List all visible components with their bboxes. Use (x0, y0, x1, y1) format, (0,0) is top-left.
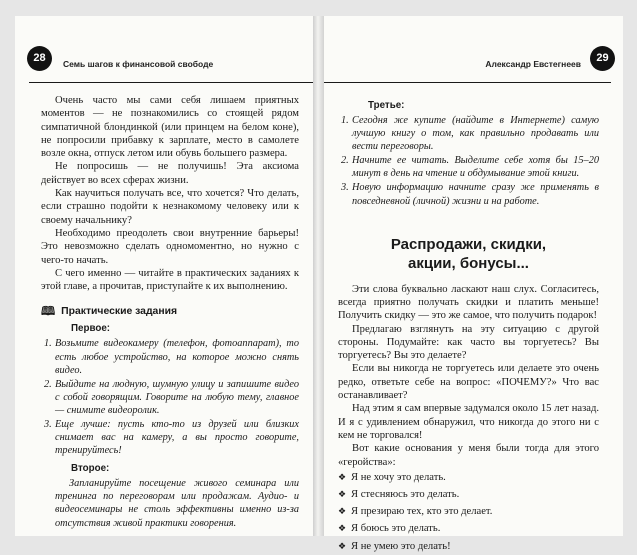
list-item: ❖ Я боюсь это делать. (338, 520, 599, 537)
diamond-bullet-icon: ❖ (338, 506, 347, 517)
right-page (324, 16, 623, 552)
paragraph: Над этим я сам впервые задумался около 15 лет назад. И я с удивлением обнаружил, что никогда до этого ни с кем не торговался! (338, 403, 599, 441)
list-item: Еще лучше: пусть кто-то из друзей или близких снимает вас на камеру, а вы просто говорите, тренируйтесь! (55, 419, 299, 457)
list-item: ❖ Я стесняюсь это делать. (338, 486, 599, 503)
list-item: Новую информацию начните сразу же применять в повседневной (личной) жизни и на работе. (352, 182, 599, 207)
second-label: Второе: (71, 463, 110, 475)
page-number-badge: 28 (27, 46, 52, 71)
tasks-heading-label: Практические задания (61, 305, 178, 317)
diamond-bullet-icon: ❖ (338, 489, 347, 500)
header-rule (29, 82, 313, 83)
paragraph: Эти слова буквально ласкают наш слух. Согласитесь, всегда приятно получать скидки и платить меньше! Получить скидку — это же самое, что получить подарок! (338, 283, 599, 322)
diamond-bullet-icon: ❖ (338, 540, 347, 551)
second-task-text: Запланируйте посещение живого семинара или тренинга по переговорам или продажам. Аудио- и видеосеминары не столь эффективны именно из-за отсутствия живой практики говорения. (55, 478, 299, 529)
list-item: Сегодня же купите (найдите в Интернете) самую лучшую книгу о том, как правильно продавать или вести переговоры. (352, 115, 599, 153)
list-item: ❖ Я презираю тех, кто это делает. (338, 503, 599, 520)
list-item: Начните ее читать. Выделите себе хотя бы 15–20 минут в день на чтение и обдумывание этой книги. (352, 155, 599, 180)
running-head: Александр Евстегнеев (485, 59, 581, 69)
page-number-badge: 29 (590, 46, 615, 71)
paragraph: Если вы никогда не торгуетесь или делаете это очень редко, ответьте себе на вопрос: «ПОЧЕМУ?» Что вас останавливает? (338, 363, 599, 402)
left-page (15, 16, 313, 536)
diamond-bullet-icon: ❖ (338, 523, 347, 534)
list-item: Выйдите на людную, шумную улицу и запишите видео с собой говорящим. Говорите на любую тему, главное — снимите видеоролик. (55, 378, 299, 416)
paragraph: Предлагаю взглянуть на эту ситуацию с другой стороны. Подумайте: как часто вы торгуетесь? Вы торгуетесь? Вы это делаете? (338, 323, 599, 362)
running-head: Семь шагов к финансовой свободе (63, 59, 214, 69)
third-label: Третье: (368, 100, 405, 111)
list-item: Возьмите видеокамеру (телефон, фотоаппарат), то есть любое устройство, на которое можно снять видео. (55, 338, 299, 376)
book-gutter (313, 16, 324, 536)
section-title-line: акции, бонусы... (408, 254, 529, 272)
paragraph: Как научиться получать все, что хочется? Что делать, если страшно подойти к незнакомому человеку или к своему начальнику? (41, 188, 299, 226)
book-icon: 🕮 (41, 304, 56, 319)
section-title-line: Распродажи, скидки, (390, 235, 547, 253)
left-page-content (41, 94, 299, 530)
section-title (338, 235, 599, 273)
third-task-list (338, 114, 599, 208)
header-rule (324, 82, 611, 83)
list-item: ❖ Я не хочу это делать. (338, 469, 599, 486)
paragraph: Не попросишь — не получишь! Эта аксиома действует во всех сферах жизни. (41, 161, 299, 186)
paragraph: С чего именно — читайте в практических заданиях к этой главе, а прочитав, приступайте к их выполнению. (41, 267, 299, 293)
reasons-list (338, 469, 599, 555)
diamond-bullet-icon: ❖ (338, 471, 347, 482)
paragraph: Вот какие основания у меня были тогда для этого «геройства»: (338, 443, 599, 468)
paragraph: Очень часто мы сами себя лишаем приятных моментов — не познакомились со стоящей рядом симпатичной блондинкой (или принцем на белом коне), не попросили прибавку к зарплате, место в самолете возле окна, отпуск летом или обувь большего размера. (41, 95, 299, 160)
right-page-content (338, 94, 599, 555)
paragraph: Необходимо преодолеть свои внутренние барьеры! Это невозможно сделать одномоментно, но нужно с чего-то начать. (41, 227, 299, 266)
first-task-list (41, 337, 299, 457)
first-label: Первое: (71, 323, 111, 335)
list-item: ❖ Я не умею это делать! (338, 538, 599, 555)
tasks-heading (41, 305, 299, 317)
